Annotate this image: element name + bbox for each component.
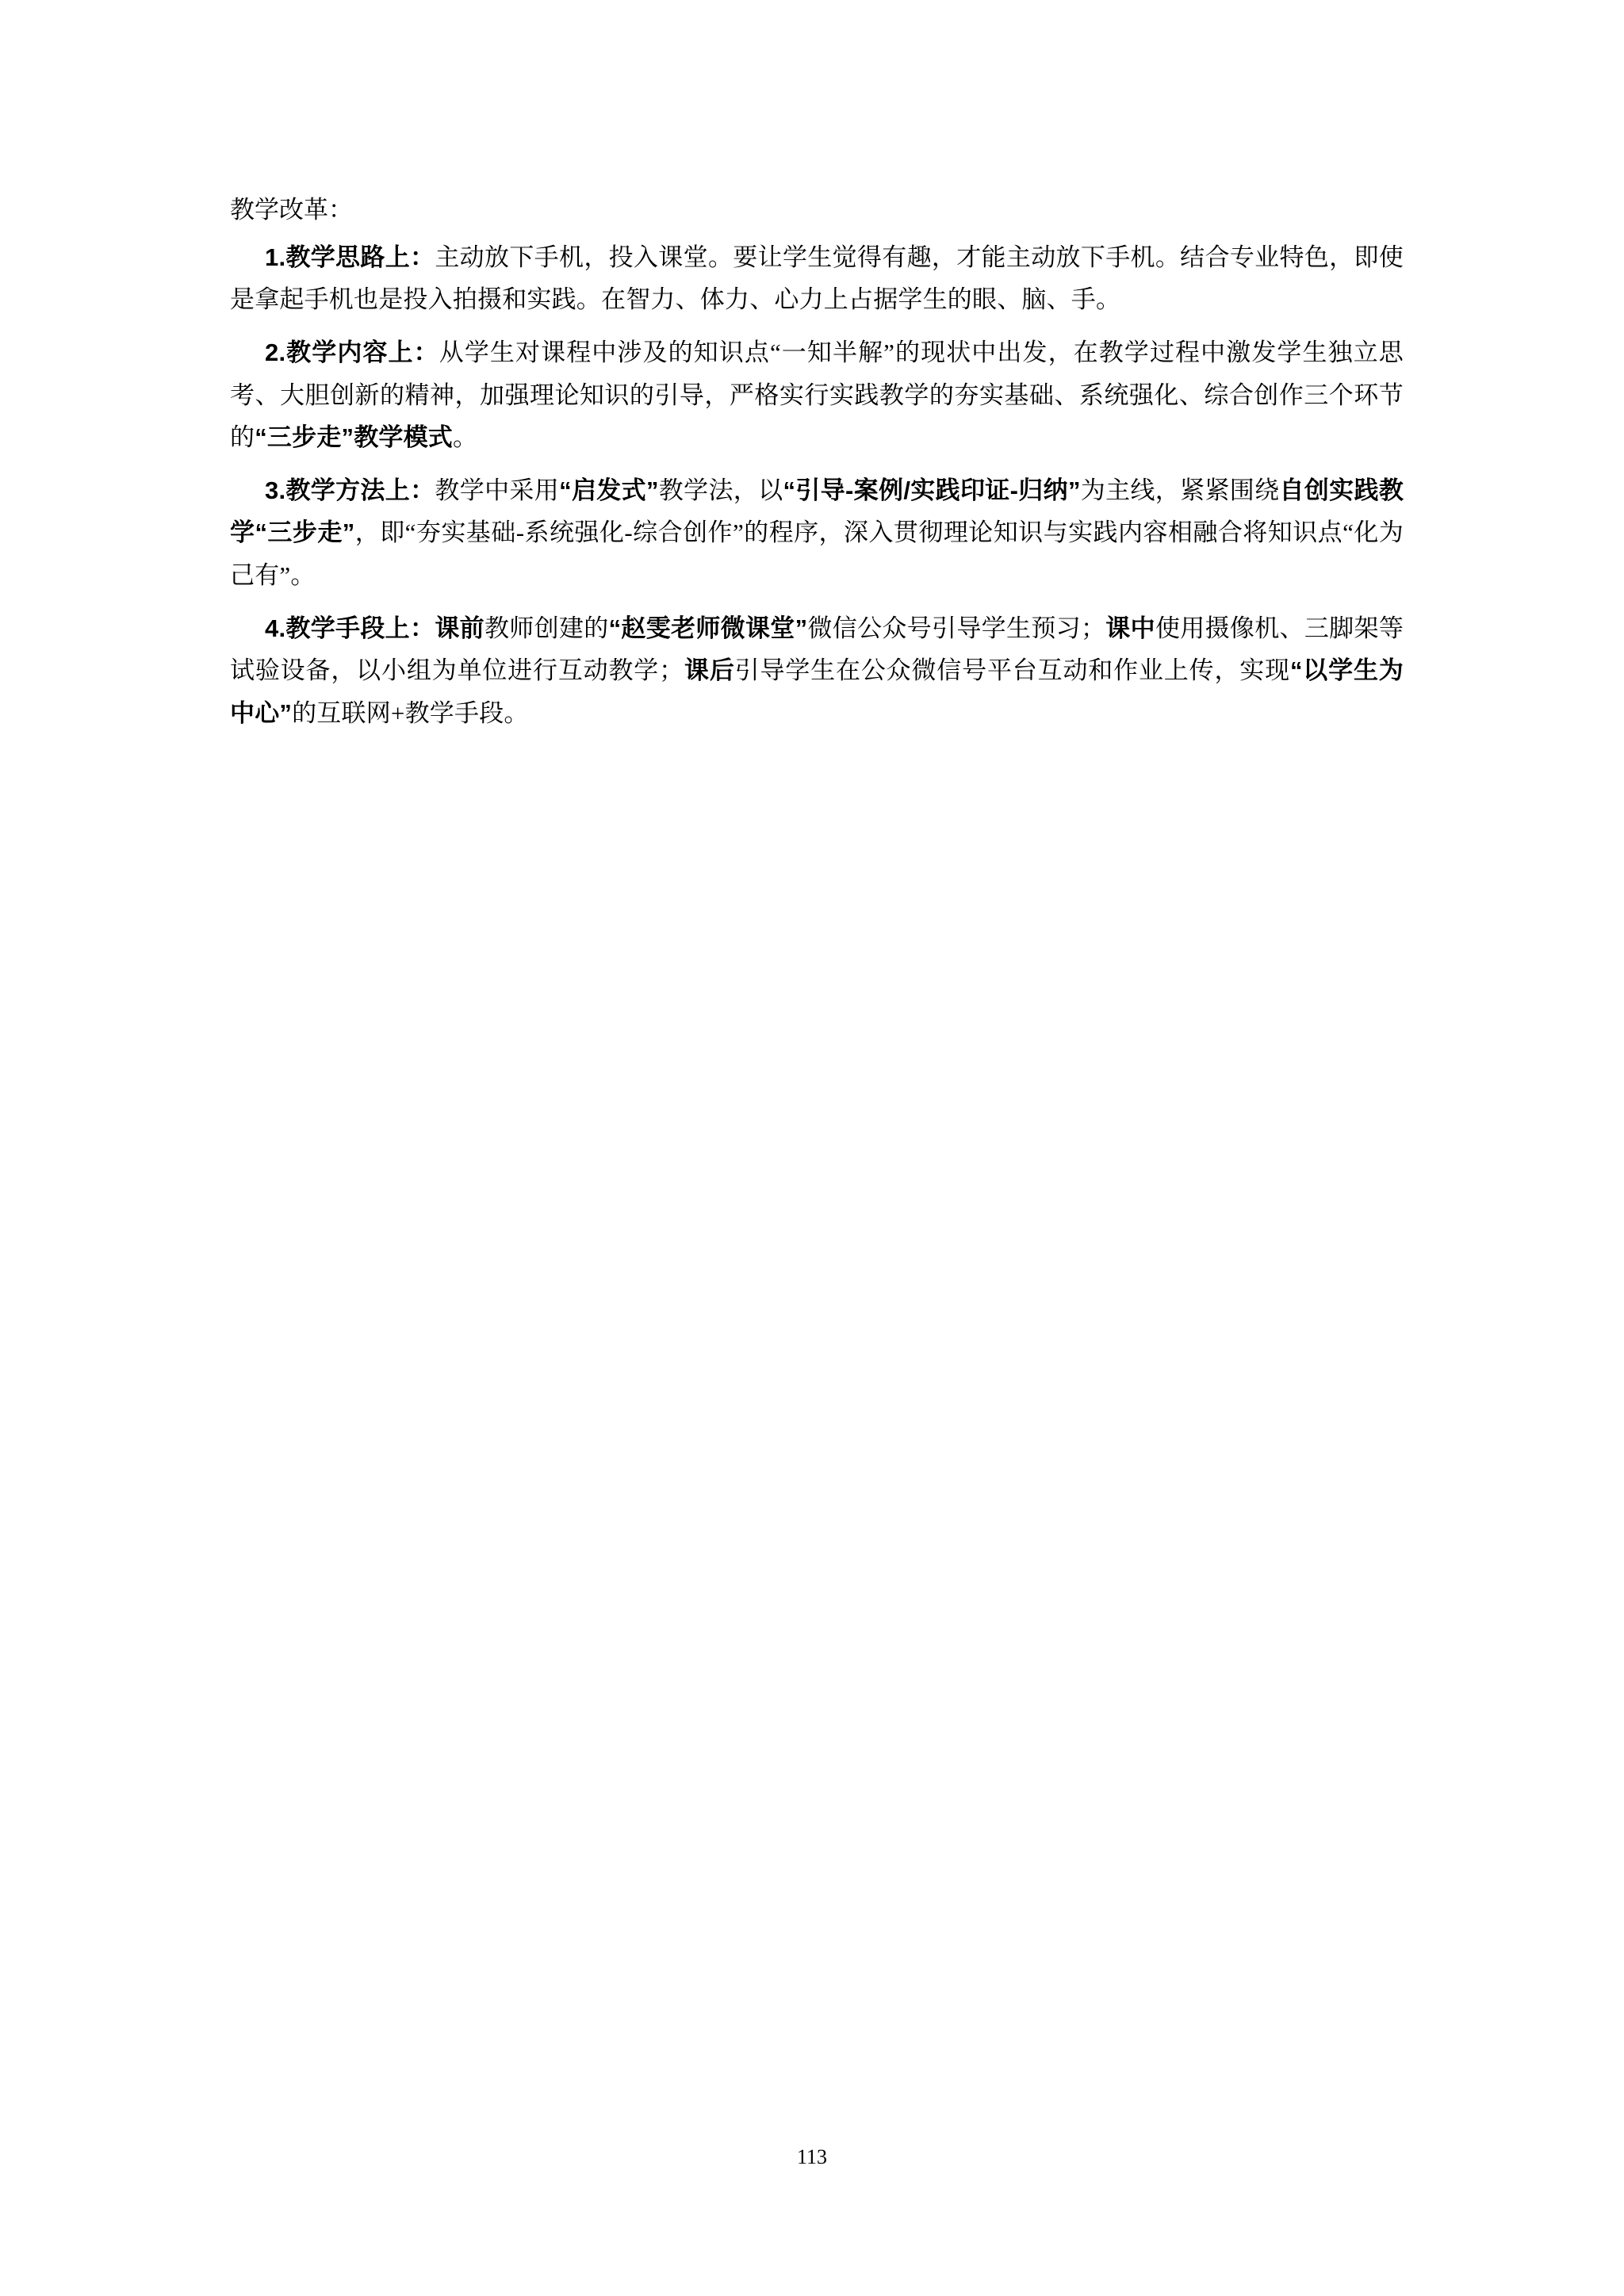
paragraph-4-emphasis-3: 课中 — [1105, 614, 1155, 643]
paragraph-3-label: 教学方法上： — [285, 476, 435, 505]
paragraph-4-text-4: 引导学生在公众微信号平台互动和作业上传，实现 — [734, 656, 1290, 685]
paragraph-4-text-2: 微信公众号引导学生预习； — [807, 614, 1106, 643]
paragraph-4-emphasis-5: “以学生为中心” — [230, 656, 1404, 727]
section-heading-text: 教学改革： — [230, 196, 353, 224]
paragraph-3-emphasis-2: “引导-案例/实践印证-归纳” — [783, 476, 1081, 505]
paragraph-2-emphasis: “三步走”教学模式 — [255, 423, 454, 451]
paragraph-3-text-3: 为主线，紧紧围绕 — [1080, 476, 1280, 505]
page-number: 113 — [796, 2145, 828, 2168]
paragraph-3-emphasis-1: “启发式” — [559, 476, 659, 505]
paragraph-4-label: 教学手段上： — [285, 614, 435, 643]
paragraph-4-text-5: 的互联网+教学手段。 — [292, 698, 529, 727]
paragraph-4-emphasis-2: “赵雯老师微课堂” — [608, 614, 808, 643]
paragraph-1 — [230, 236, 1404, 321]
paragraph-4-emphasis-4: 课后 — [684, 656, 735, 685]
paragraph-2 — [230, 331, 1404, 458]
paragraph-1-text: 主动放下手机，投入课堂。要让学生觉得有趣，才能主动放下手机。结合专业特色，即使是拿起手机也是投入拍摄和实践。在智力、体力、心力上占据学生的眼、脑、手。 — [230, 243, 1404, 313]
paragraph-4-text-3: 使用摄像机、三脚架等试验设备，以小组为单位进行互动教学； — [230, 614, 1404, 685]
paragraph-4-emphasis-1: 课前 — [435, 614, 485, 643]
paragraph-4 — [230, 607, 1404, 734]
paragraph-2-number: 2. — [265, 339, 286, 367]
paragraph-2-text-before: 从学生对课程中涉及的知识点“一知半解”的现状中出发，在教学过程中激发学生独立思考、大胆创新的精神，加强理论知识的引导，严格实行实践教学的夯实基础、系统强化、综合创作三个环节的 — [230, 339, 1404, 451]
paragraph-2-label: 教学内容上： — [285, 339, 439, 367]
paragraph-3-text-1: 教学中采用 — [435, 476, 560, 505]
paragraph-3-text-4: ，即“夯实基础-系统强化-综合创作”的程序，深入贯彻理论知识与实践内容相融合将知识点“化为己有”。 — [230, 519, 1404, 589]
paragraph-4-text-1: 教师创建的 — [484, 614, 609, 643]
paragraph-2-text-after: 。 — [453, 423, 478, 451]
section-heading — [230, 190, 1404, 230]
paragraph-3-emphasis-3: 自创实践教学“三步走” — [230, 476, 1404, 547]
paragraph-1-number: 1. — [265, 243, 286, 271]
paragraph-3 — [230, 469, 1404, 596]
paragraph-4-number: 4. — [265, 614, 286, 643]
paragraph-1-label: 教学思路上： — [285, 243, 435, 271]
document-body — [230, 190, 1404, 745]
paragraph-3-number: 3. — [265, 476, 286, 505]
paragraph-3-text-2: 教学法，以 — [658, 476, 783, 505]
